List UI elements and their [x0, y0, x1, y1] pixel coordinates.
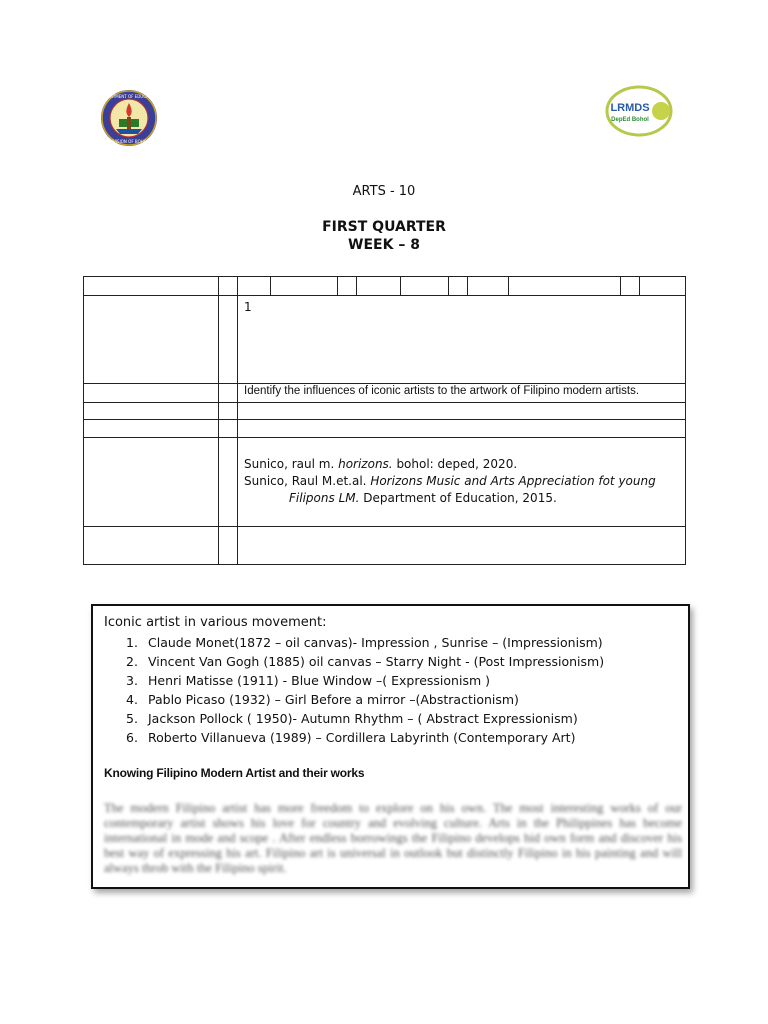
deped-seal-icon — [100, 89, 158, 147]
table-row — [84, 403, 686, 420]
deped-seal-logo — [100, 89, 158, 147]
quarter-title: FIRST QUARTER — [322, 219, 446, 235]
lrmds-logo-icon — [604, 84, 674, 138]
svg-text:LRMDS: LRMDS — [610, 102, 650, 114]
list-item: 4. Pablo Picaso (1932) – Girl Before a mirror –(Abstractionism) — [126, 692, 519, 707]
lrmds-logo — [604, 84, 674, 138]
box-heading: Iconic artist in various movement: — [104, 615, 327, 630]
list-item: 2. Vincent Van Gogh (1885) oil canvas – Starry Night - (Post Impressionism) — [126, 654, 605, 669]
table-row — [84, 420, 686, 438]
week-title: WEEK – 8 — [348, 237, 420, 253]
reference-1: Sunico, raul m. horizons. bohol: deped, 2020. — [244, 457, 518, 471]
subject-title: ARTS - 10 — [352, 184, 416, 199]
table-row — [84, 438, 686, 527]
svg-text:DepEd Bohol: DepEd Bohol — [611, 117, 649, 123]
list-item: 5. Jackson Pollock ( 1950)- Autumn Rhythm – ( Abstract Expressionism) — [126, 711, 578, 726]
list-item: 6. Roberto Villanueva (1989) – Cordillera Labyrinth (Contemporary Art) — [126, 730, 576, 745]
iconic-artists-box — [91, 604, 690, 889]
row-number: 1 — [244, 300, 252, 314]
list-item: 3. Henri Matisse (1911) - Blue Window –( Expressionism ) — [126, 673, 490, 688]
table-row — [84, 384, 686, 403]
table-row — [84, 296, 686, 384]
lesson-info-table — [83, 276, 686, 565]
reference-2: Sunico, Raul M.et.al. Horizons Music and Arts Appreciation fot young Filipons LM. Department of Education, 2015. — [244, 474, 656, 505]
svg-text:DEPARTMENT OF EDUCATION: DEPARTMENT OF EDUCATION — [100, 94, 158, 99]
objective-text: Identify the influences of iconic artists to the artwork of Filipino modern artists. — [244, 385, 640, 397]
section-title: Knowing Filipino Modern Artist and their works — [104, 766, 365, 780]
section-body-blurred: The modern Filipino artist has more freedom to explore on his own. The most interesting works of our contemporary artist shows his love for country and evolving culture. Arts in the Philippines has become international in mode and scope . After endless borrowings the Filipino develops hid own form and discover his best way of expressing his art. Filipino art is universal in outlook but distinctly Filipino in his painting and will always throb with the Filipino spirit. — [104, 801, 682, 875]
table-row — [84, 277, 686, 296]
svg-text:DIVISION OF BOHOL: DIVISION OF BOHOL — [108, 139, 150, 144]
artist-list — [126, 633, 604, 747]
list-item: 1. Claude Monet(1872 – oil canvas)- Impression , Sunrise – (Impressionism) — [126, 635, 603, 650]
table-row — [84, 527, 686, 565]
references-cell — [238, 438, 686, 527]
